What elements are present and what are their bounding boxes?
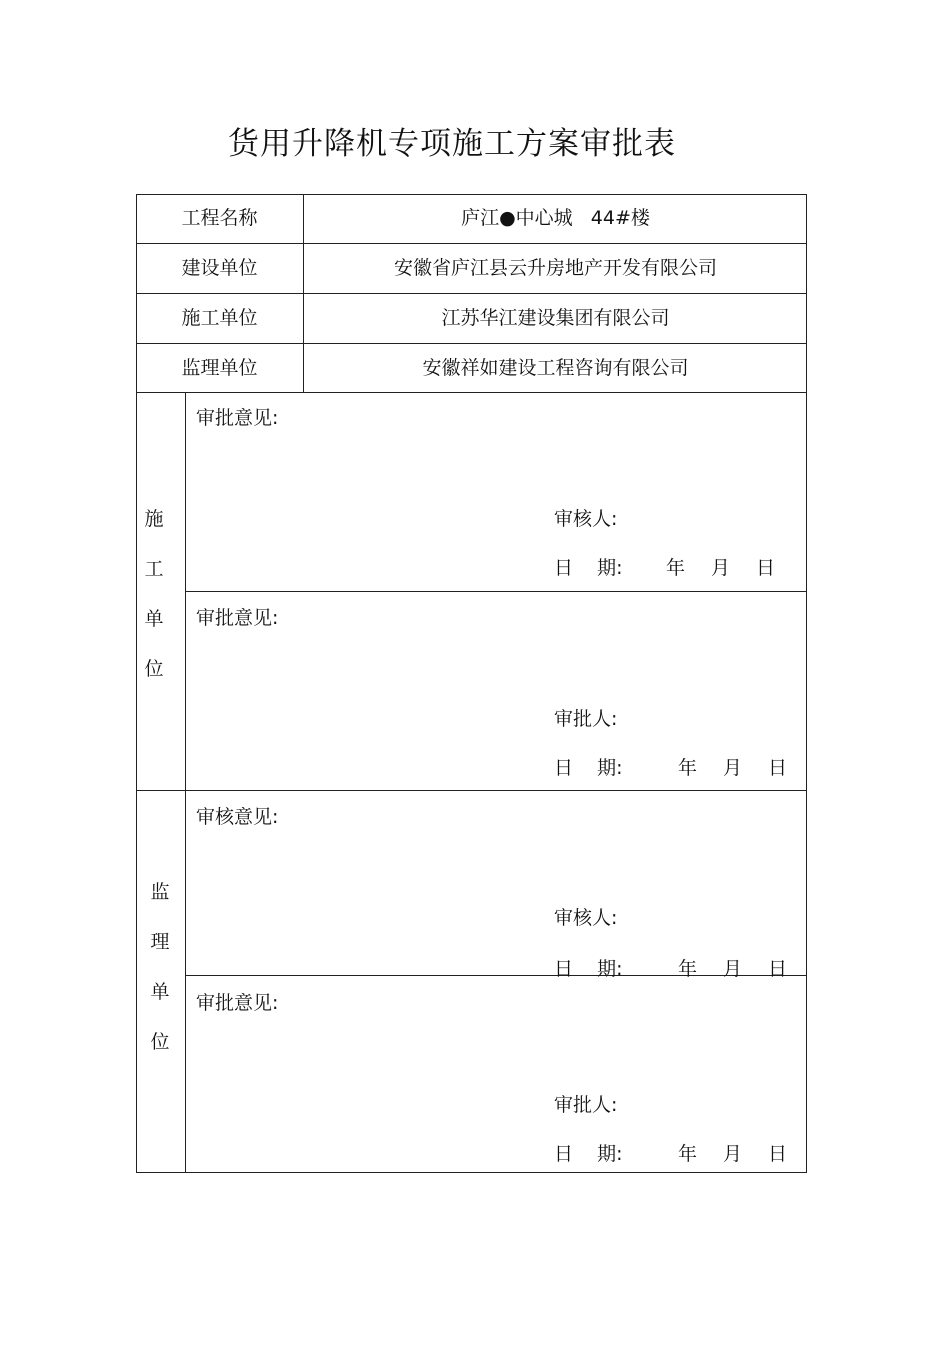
construction-approval-day: 日	[768, 757, 788, 779]
construction-review-day: 日	[756, 557, 776, 579]
contractor-label: 施工单位	[181, 307, 258, 329]
supervision-approval-day: 日	[768, 1143, 788, 1165]
side-label-char: 工	[144, 558, 164, 580]
supervision-approval-month: 月	[723, 1143, 743, 1165]
side-label-char: 位	[144, 658, 164, 680]
side-label-char: 监	[150, 881, 170, 903]
side-label-char: 单	[150, 981, 170, 1003]
supervision-approver-label: 审批人:	[554, 1094, 618, 1116]
supervision-approval-opinion-label: 审批意见:	[196, 992, 279, 1014]
developer-value: 安徽省庐江县云升房地产开发有限公司	[393, 257, 717, 279]
supervisor-label: 监理单位	[181, 357, 258, 379]
supervision-reviewer-label: 审核人:	[554, 907, 618, 929]
construction-reviewer-label: 审核人:	[554, 508, 618, 530]
construction-approver-label: 审批人:	[554, 708, 618, 730]
subsection-divider	[186, 591, 807, 592]
construction-approval-month: 月	[723, 757, 743, 779]
side-label-char: 位	[150, 1031, 170, 1053]
row-divider	[136, 392, 807, 393]
construction-approval-date-label: 日 期:	[554, 757, 623, 779]
side-label-char: 单	[144, 608, 164, 630]
row-divider	[136, 343, 807, 344]
side-label-char: 施	[144, 508, 164, 530]
row-divider	[136, 293, 807, 294]
supervision-unit-side-label	[145, 880, 175, 1080]
supervision-review-day: 日	[768, 958, 788, 980]
supervisor-value: 安徽祥如建设工程咨询有限公司	[422, 357, 689, 379]
construction-review-opinion-label: 审批意见:	[196, 407, 279, 429]
construction-approval-year: 年	[678, 757, 698, 779]
supervision-review-month: 月	[723, 958, 743, 980]
supervision-approval-year: 年	[678, 1143, 698, 1165]
table-frame	[136, 194, 807, 1173]
project-name-label: 工程名称	[181, 207, 258, 229]
subsection-divider	[186, 975, 807, 976]
side-label-char: 理	[150, 931, 170, 953]
construction-review-month: 月	[711, 557, 731, 579]
construction-review-year: 年	[666, 557, 686, 579]
supervision-review-date-label: 日 期:	[554, 958, 623, 980]
document-title: 货用升降机专项施工方案审批表	[228, 126, 676, 162]
construction-approval-opinion-label: 审批意见:	[196, 607, 279, 629]
supervision-review-opinion-label: 审核意见:	[196, 806, 279, 828]
supervision-approval-date-label: 日 期:	[554, 1143, 623, 1165]
row-divider	[136, 243, 807, 244]
contractor-value: 江苏华江建设集团有限公司	[441, 307, 670, 329]
construction-review-date-label: 日 期:	[554, 557, 623, 579]
construction-unit-side-label	[139, 507, 169, 707]
project-name-value: 庐江●中心城 44#楼	[461, 207, 650, 229]
developer-label: 建设单位	[181, 257, 258, 279]
section-divider	[136, 790, 807, 791]
side-column-divider	[185, 392, 186, 1173]
supervision-review-year: 年	[678, 958, 698, 980]
